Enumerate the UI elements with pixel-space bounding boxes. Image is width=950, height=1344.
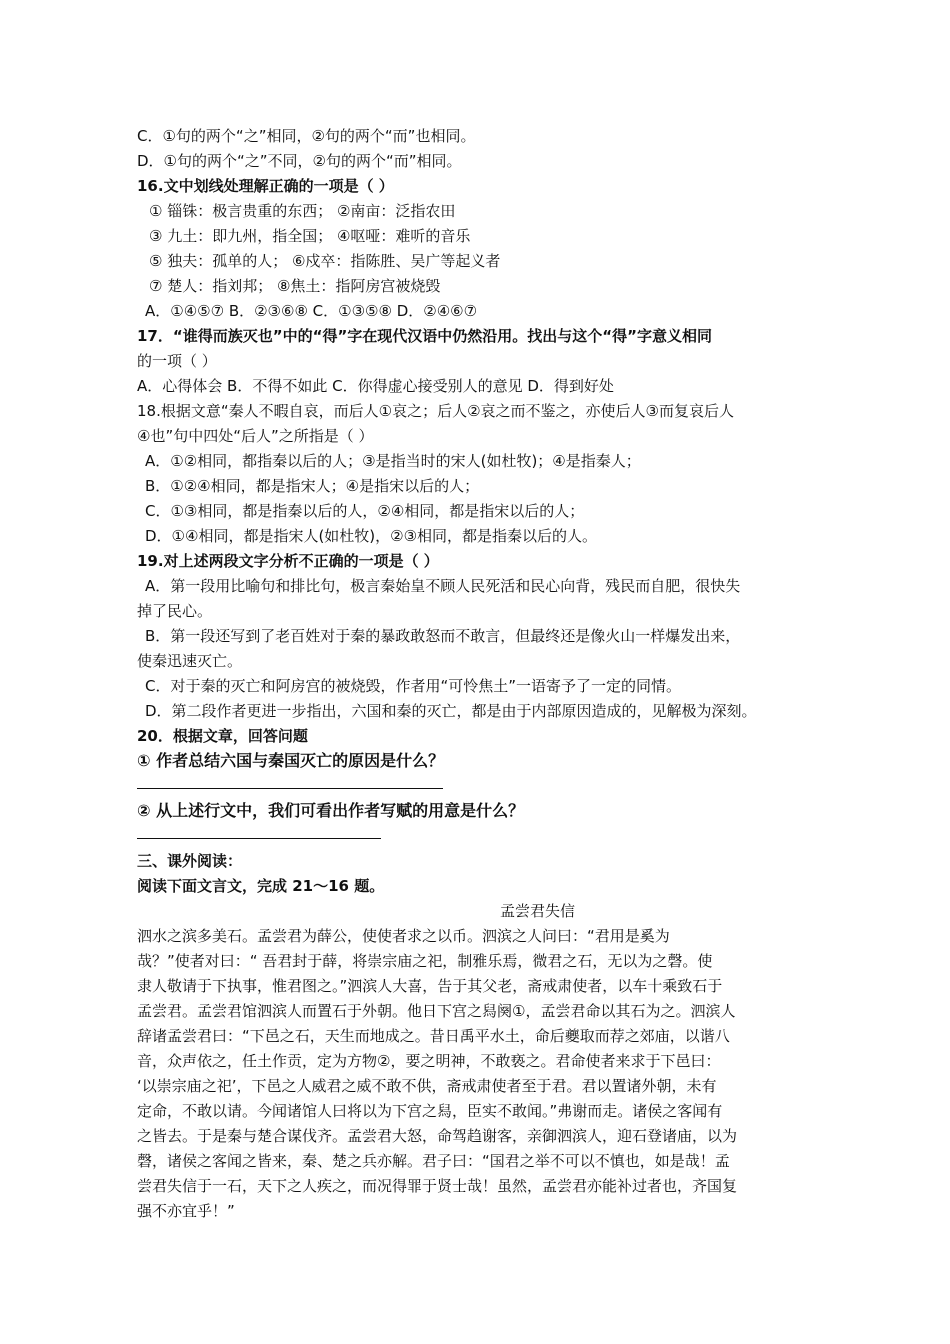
option-d-line: D．①句的两个“之”不同，②句的两个“而”相同。 [137, 152, 462, 170]
q18-option-c: C．①③相同，都是指秦以后的人，②④相同，都是指宋以后的人； [145, 502, 585, 520]
passage-line-6: 音，众声依之，任土作贡，定为方物②，要之明神，不敢亵之。君命使者来求于下邑曰： [137, 1052, 721, 1070]
q16-item-3-4: ③ 九土：即九州，指全国； ④呕哑：难听的音乐 [149, 227, 471, 245]
answer-line-1 [137, 788, 443, 789]
question-17: 17．“谁得而族灭也”中的“得”字在现代汉语中仍然沿用。找出与这个“得”字意义相同 [137, 327, 713, 345]
question-18-cont: ④也”句中四处“后人”之所指是（ ） [137, 427, 374, 445]
passage-line-7: ‘以崇宗庙之祀’，下邑之人威君之威不敢不供，斋戒肃使者至于君。君以置诸外朝，未有 [137, 1077, 717, 1095]
passage-line-10: 磬，诸侯之客闻之皆来，秦、楚之兵亦解。君子曰：“国君之举不可以不慎也，如是哉！孟 [137, 1152, 730, 1170]
section-3-heading: 三、课外阅读： [137, 852, 243, 870]
q20-part-2: ② 从上述行文中，我们可看出作者写赋的用意是什么？ [137, 801, 525, 820]
passage-line-2: 哉？”使者对曰：“ 吾君封于薛，将崇宗庙之祀，制雅乐焉，微君之石，无以为之磬。使 [137, 952, 713, 970]
question-18: 18.根据文意“秦人不暇自哀，而后人①哀之；后人②哀之而不鉴之，亦使后人③而复哀后人 [137, 402, 734, 420]
reading-instruction: 阅读下面文言文，完成 21～16 题。 [137, 877, 385, 895]
q18-option-a: A．①②相同，都指秦以后的人；③是指当时的宋人(如杜牧)；④是指秦人； [145, 452, 641, 470]
passage-line-5: 辞诸孟尝君曰：“下邑之石，天生而地成之。昔日禹平水土，命后夔取而荐之郊庙，以谐八 [137, 1027, 730, 1045]
passage-line-1: 泗水之滨多美石。孟尝君为薛公，使使者求之以币。泗滨之人问曰：“君用是奚为 [137, 927, 670, 945]
q17-options: A．心得体会 B．不得不如此 C．你得虚心接受别人的意见 D．得到好处 [137, 377, 614, 395]
q19-option-c: C．对于秦的灭亡和阿房宫的被烧毁，作者用“可怜焦土”一语寄予了一定的同情。 [145, 677, 682, 695]
q19-option-b-cont: 使秦迅速灭亡。 [137, 652, 243, 670]
q16-options: A．①④⑤⑦ B．②③⑥⑧ C．①③⑤⑧ D．②④⑥⑦ [145, 302, 478, 320]
question-16: 16.文中划线处理解正确的一项是（ ） [137, 177, 394, 195]
passage-line-3: 隶人敬请于下执事，惟君图之。”泗滨人大喜，告于其父老，斋戒肃使者，以车十乘致石于 [137, 977, 723, 995]
q19-option-a: A．第一段用比喻句和排比句，极言秦始皇不顾人民死活和民心向背，残民而自肥，很快失 [145, 577, 741, 595]
q19-option-a-cont: 掉了民心。 [137, 602, 213, 620]
answer-line-2 [137, 838, 381, 839]
q16-item-5-6: ⑤ 独夫：孤单的人； ⑥戍卒：指陈胜、吴广等起义者 [149, 252, 501, 270]
q18-option-b: B．①②④相同，都是指宋人；④是指宋以后的人； [145, 477, 480, 495]
question-20: 20．根据文章，回答问题 [137, 727, 308, 745]
q19-option-b: B．第一段还写到了老百姓对于秦的暴政敢怒而不敢言，但最终还是像火山一样爆发出来， [145, 627, 741, 645]
q18-option-d: D．①④相同，都是指宋人(如杜牧)，②③相同，都是指秦以后的人。 [145, 527, 598, 545]
passage-line-9: 之皆去。于是秦与楚合谋伐齐。孟尝君大怒，命驾趋谢客，亲御泗滨人，迎石登诸庙，以为 [137, 1127, 738, 1145]
q19-option-d: D．第二段作者更进一步指出，六国和秦的灭亡，都是由于内部原因造成的，见解极为深刻。 [145, 702, 757, 720]
q20-part-1: ① 作者总结六国与秦国灭亡的原因是什么？ [137, 751, 445, 770]
passage-line-12: 强不亦宜乎！” [137, 1202, 235, 1220]
passage-line-4: 孟尝君。孟尝君馆泗滨人而置石于外朝。他日下宫之舄阕①，孟尝君命以其石为之。泗滨人 [137, 1002, 736, 1020]
passage-line-8: 定命，不敢以请。今闻诸馆人曰将以为下宫之舄，臣实不敢闻。”弗谢而走。诸侯之客闻有 [137, 1102, 723, 1120]
question-19: 19.对上述两段文字分析不正确的一项是（ ） [137, 552, 439, 570]
passage-line-11: 尝君失信于一石，天下之人疾之，而况得罪于贤士哉！虽然，孟尝君亦能补过者也，齐国复 [137, 1177, 738, 1195]
q16-item-7-8: ⑦ 楚人：指刘邦； ⑧焦土：指阿房宫被烧毁 [149, 277, 441, 295]
passage-title [0, 901, 900, 921]
passage-title-text: 孟尝君失信 [499, 902, 575, 920]
option-c-line: C．①句的两个“之”相同，②句的两个“而”也相同。 [137, 127, 476, 145]
q16-item-1-2: ① 锱铢：极言贵重的东西； ②南亩：泛指农田 [149, 202, 456, 220]
question-17-cont: 的一项（ ） [137, 352, 217, 370]
